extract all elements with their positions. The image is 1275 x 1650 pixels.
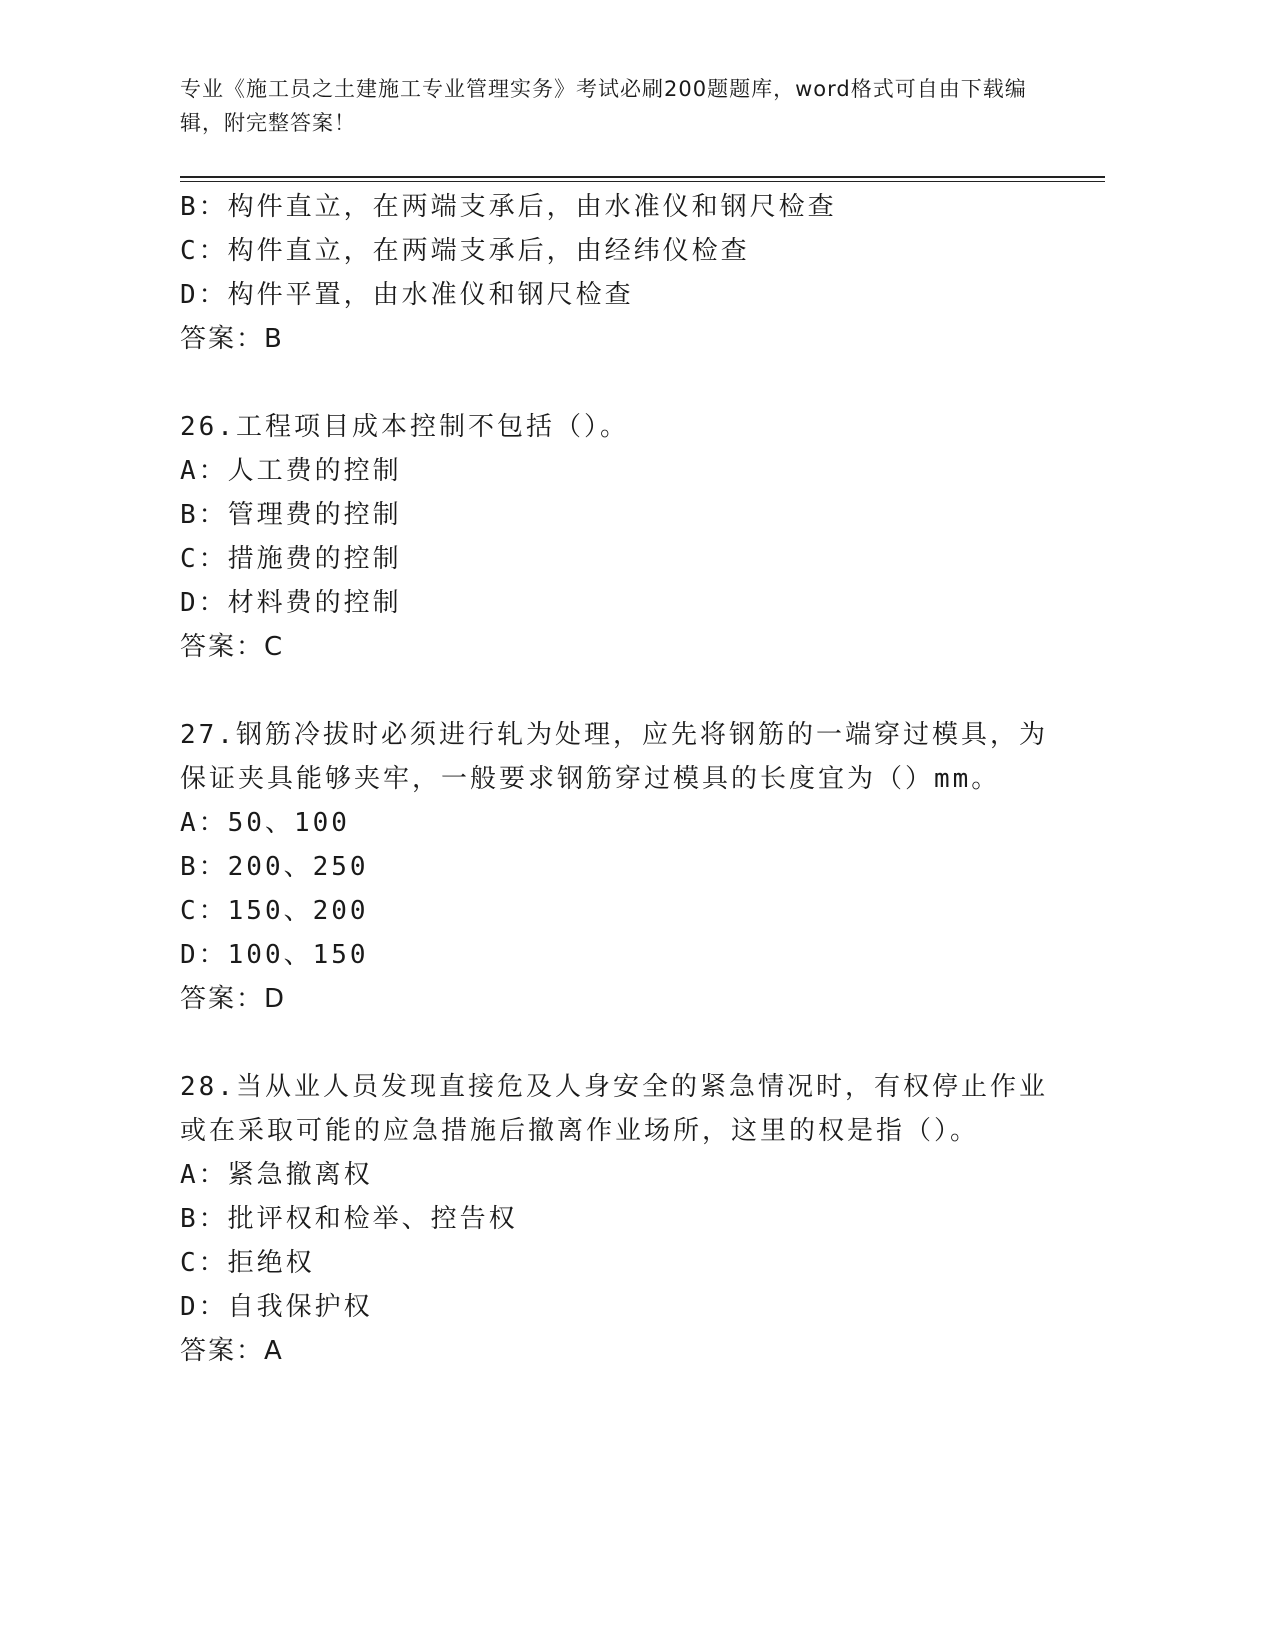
option-d: D：100、150 xyxy=(180,940,369,970)
question-27 xyxy=(180,713,1060,1021)
question-stem: 26.工程项目成本控制不包括（）。 xyxy=(180,412,629,442)
answer-line: 答案：B xyxy=(180,324,284,354)
answer-line: 答案：D xyxy=(180,984,287,1014)
option-a: A：紧急撤离权 xyxy=(180,1160,373,1190)
option-a: A：50、100 xyxy=(180,808,350,838)
question-stem: 28.当从业人员发现直接危及人身安全的紧急情况时，有权停止作业或在采取可能的应急措施后撤离作业场所，这里的权是指（）。 xyxy=(180,1072,1048,1146)
question-stem: 27.钢筋冷拔时必须进行轧为处理，应先将钢筋的一端穿过模具，为保证夹具能够夹牢，一般要求钢筋穿过模具的长度宜为（）mm。 xyxy=(180,720,1048,794)
option-d: D：自我保护权 xyxy=(180,1292,373,1322)
answer-line: 答案：A xyxy=(180,1336,284,1366)
option-b: B：批评权和检举、控告权 xyxy=(180,1204,518,1234)
option-c: C：150、200 xyxy=(180,896,369,926)
option-b: B：管理费的控制 xyxy=(180,500,402,530)
option-b: B：构件直立，在两端支承后，由水准仪和钢尺检查 xyxy=(180,192,837,222)
answer-line: 答案：C xyxy=(180,632,285,662)
question-continuation xyxy=(180,185,1060,361)
question-26 xyxy=(180,405,1060,669)
question-28 xyxy=(180,1065,1060,1373)
option-c: C：构件直立，在两端支承后，由经纬仪检查 xyxy=(180,236,750,266)
document-header-title: 专业《施工员之土建施工专业管理实务》考试必刷200题题库，word格式可自由下载编辑，附完整答案！ xyxy=(180,77,1027,135)
option-d: D：构件平置，由水准仪和钢尺检查 xyxy=(180,280,634,310)
option-b: B：200、250 xyxy=(180,852,369,882)
header-divider-thick xyxy=(180,176,1105,178)
header-divider-thin xyxy=(180,181,1105,182)
option-c: C：措施费的控制 xyxy=(180,544,402,574)
option-d: D：材料费的控制 xyxy=(180,588,402,618)
question-content xyxy=(180,185,1060,1373)
option-c: C：拒绝权 xyxy=(180,1248,315,1278)
option-a: A：人工费的控制 xyxy=(180,456,402,486)
